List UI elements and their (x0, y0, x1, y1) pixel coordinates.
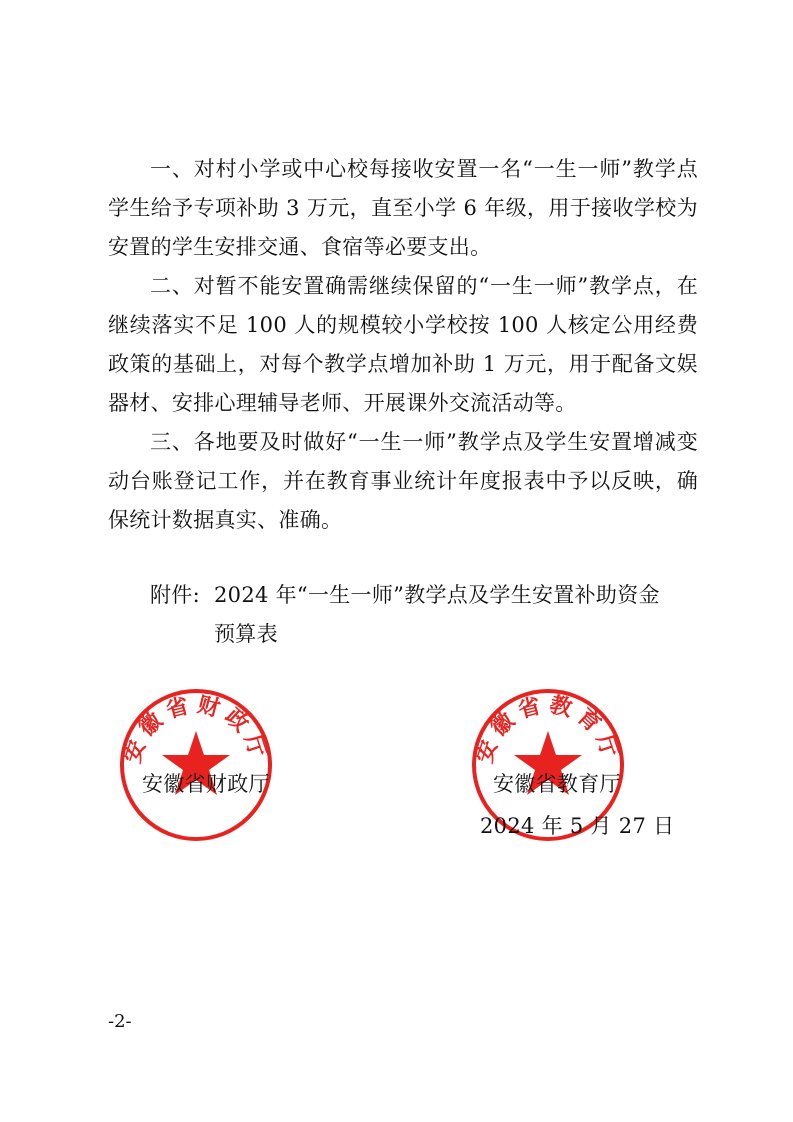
attachment-title-line2: 预算表 (214, 622, 278, 646)
attachment-label: 附件: (150, 583, 200, 607)
seal-arc-text-path: 安徽省财政厅 (120, 692, 272, 767)
page-number: -2- (108, 1011, 132, 1032)
paragraph-subsidy-teaching-points: 二、对暂不能安置确需继续保留的“一生一师”教学点，在继续落实不足 100 人的规模较小学校按 100 人核定公用经费政策的基础上，对每个教学点增加补助 1 万元，用于配备文娱器材、安排心理辅导老师、开展课外交流活动等。 (108, 274, 698, 415)
seal-arc-text-path: 安徽省教育厅 (472, 692, 624, 767)
finance-department-seal (118, 687, 274, 843)
signature-finance-department: 安徽省财政厅 (142, 772, 270, 796)
attachment-line (150, 576, 660, 615)
paragraph-subsidy-placement: 一、对村小学或中心校每接收安置一名“一生一师”教学点学生给予专项补助 3 万元，直至小学 6 年级，用于接收学校为安置的学生安排交通、食宿等必要支出。 (108, 157, 698, 259)
attachment-title-line1: 2024 年“一生一师”教学点及学生安置补助资金 (214, 583, 660, 607)
paragraph-statistics-registration: 三、各地要及时做好“一生一师”教学点及学生安置增减变动台账登记工作，并在教育事业统计年度报表中予以反映，确保统计数据真实、准确。 (108, 430, 698, 532)
signature-education-department: 安徽省教育厅 (493, 772, 621, 796)
signature-date: 2024 年 5 月 27 日 (480, 814, 675, 838)
